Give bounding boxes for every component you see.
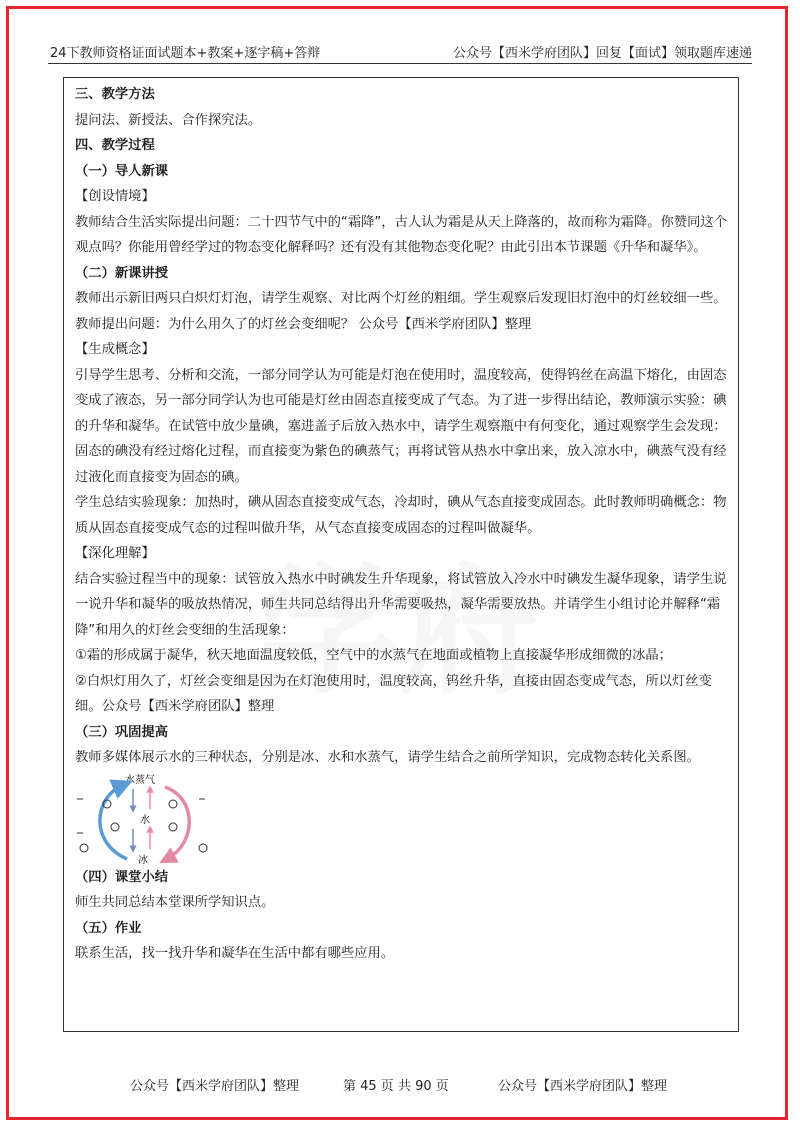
part2-text-deepen: 结合实验过程当中的现象：试管放入热水中时碘发生升华现象，将试管放入冷水中时碘发生凝华现象，请学生说一说升华和凝华的吸放热情况，师生共同总结得出升华需要吸热，凝华需要放热。并请学生小组讨论并解释“霜降”和用久的灯丝会变细的生活现象： bbox=[75, 571, 727, 638]
big-arrow-right bbox=[165, 787, 189, 859]
blank-circle-r3 bbox=[199, 844, 207, 852]
part3-title: （三）巩固提高 bbox=[75, 724, 169, 740]
header-left: 24下教师资格证面试题本+教案+逐字稿+答辩 bbox=[50, 46, 321, 61]
part2-text-summary: 学生总结实验现象：加热时，碘从固态直接变成气态，冷却时，碘从气态直接变成固态。此时教师明确概念：物质从固态直接变成气态的过程叫做升华，从气态直接变成固态的过程叫做凝华。 bbox=[75, 495, 727, 536]
methods-text: 提问法、新授法、合作探究法。 bbox=[75, 112, 262, 128]
header-right: 公众号【西米学府团队】回复【面试】领取题库速递 bbox=[452, 46, 752, 61]
label-ice: 冰 bbox=[138, 854, 148, 865]
blank-circle-l2 bbox=[111, 823, 119, 831]
part2-item-2: ②白炽灯用久了，灯丝会变细是因为在灯泡使用时，温度较高，钨丝升华，直接由固态变成气态，所以灯丝变细。公众号【西米学府团队】整理 bbox=[75, 673, 712, 714]
part2-text-experiment: 引导学生思考、分析和交流，一部分同学认为可能是灯泡在使用时，温度较高，使得钨丝在高温下熔化，由固态变成了液态，另一部分同学认为也可能是灯丝由固态直接变成了气态。为了进一步得出结论，教师演示实验：碘的升华和凝华。在试管中放少量碘，塞进盖子后放入热水中，请学生观察瓶中有何变化，通过观察学生会发现：固态的碘没有经过熔化过程，而直接变为紫色的碘蒸气；再将试管从热水中拿出来，放入凉水中，碘蒸气没有经过液化而直接变为固态的碘。 bbox=[75, 367, 727, 485]
big-arrow-left bbox=[100, 785, 127, 859]
part2-item-1: ①霜的形成属于凝华，秋天地面温度较低，空气中的水蒸气在地面或植物上直接凝华形成细微的冰晶； bbox=[75, 648, 672, 663]
state-change-diagram bbox=[75, 773, 255, 865]
section-title-methods: 三、教学方法 bbox=[75, 87, 155, 102]
part2-title: （二）新课讲授 bbox=[75, 265, 169, 281]
part4-text: 师生共同总结本堂课所学知识点。 bbox=[75, 895, 275, 910]
blank-circle-l3 bbox=[80, 844, 88, 852]
footer-page-number: 第 45 页 共 90 页 bbox=[343, 1079, 449, 1094]
footer-right: 公众号【西米学府团队】整理 bbox=[498, 1079, 668, 1094]
part5-text: 联系生活，找一找升华和凝华在生活中都有哪些应用。 bbox=[75, 946, 395, 961]
part2-tag-deepen: 【深化理解】 bbox=[75, 546, 155, 561]
part3-text: 教师多媒体展示水的三种状态，分别是冰、水和水蒸气，请学生结合之前所学知识，完成物态转化关系图。 bbox=[75, 750, 700, 765]
label-water: 水 bbox=[140, 814, 150, 826]
blank-left-1 bbox=[77, 799, 83, 833]
part2-tag-concept: 【生成概念】 bbox=[75, 342, 155, 357]
footer-left: 公众号【西米学府团队】整理 bbox=[130, 1079, 300, 1094]
label-vapor: 水蒸气 bbox=[125, 774, 155, 786]
part2-text: 教师出示新旧两只白炽灯灯泡，请学生观察、对比两个灯丝的粗细。学生观察后发现旧灯泡中的灯丝较细一些。教师提出问题：为什么用久了的灯丝会变细呢？ 公众号【西米学府团队】整理 bbox=[75, 291, 727, 332]
header-divider bbox=[48, 63, 752, 64]
state-change-svg bbox=[75, 773, 255, 865]
section-title-process: 四、教学过程 bbox=[75, 138, 155, 153]
part4-title: （四）课堂小结 bbox=[75, 869, 169, 885]
part1-tag: 【创设情境】 bbox=[75, 189, 155, 204]
part5-title: （五）作业 bbox=[75, 920, 142, 936]
part1-title: （一）导人新课 bbox=[75, 163, 169, 179]
blank-circle-r1 bbox=[169, 800, 177, 808]
part1-text: 教师结合生活实际提出问题：二十四节气中的“霜降”，古人认为霜是从天上降落的，故而称为霜降。你赞同这个观点吗？你能用曾经学过的物态变化解释吗？还有没有其他物态变化呢？由此引出本节课题《升华和凝华》。 bbox=[75, 214, 728, 255]
lesson-content bbox=[75, 82, 730, 967]
blank-circle-r2 bbox=[169, 823, 177, 831]
